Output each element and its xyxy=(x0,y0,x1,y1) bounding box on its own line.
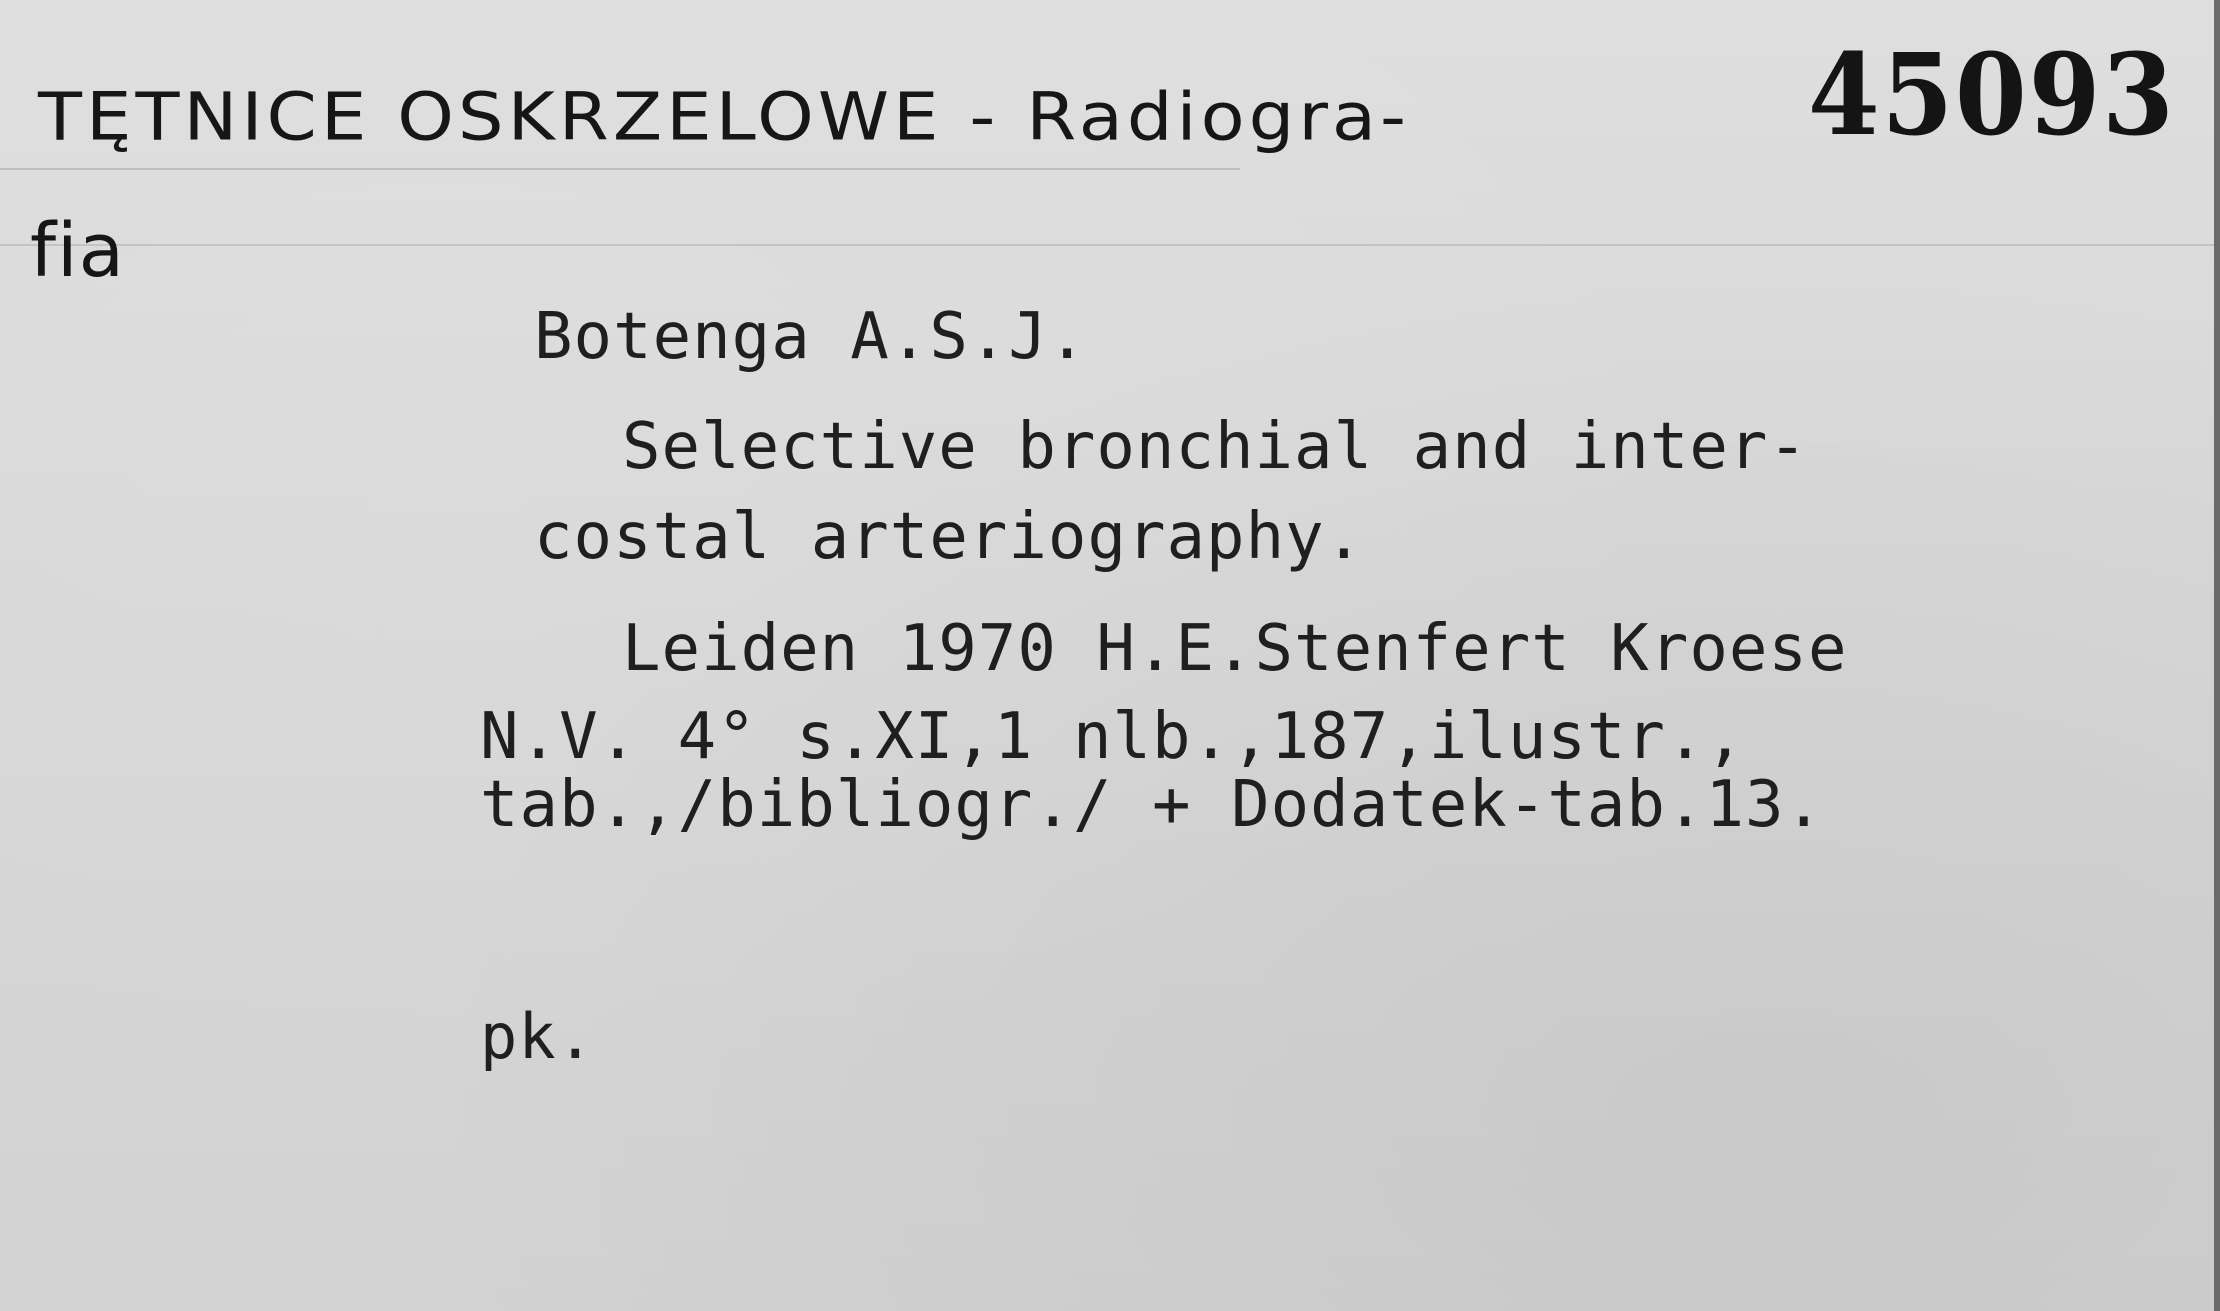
card-edge xyxy=(2214,0,2220,1311)
publication-line: Leiden 1970 H.E.Stenfert Kroese xyxy=(622,612,1848,686)
cataloger-initials: pk. xyxy=(480,1000,595,1073)
author: Botenga A.S.J. xyxy=(534,300,1088,374)
subject-heading: TĘTNICE OSKRZELOWE - Radiogra- xyxy=(38,78,1411,156)
subject-heading-continuation: fia xyxy=(30,208,125,294)
title-line: Selective bronchial and inter- xyxy=(622,410,1808,484)
ruled-line xyxy=(0,244,2220,246)
title-line: costal arteriography. xyxy=(534,500,1365,574)
publication-line: tab.,/bibliogr./ + Dodatek-tab.13. xyxy=(480,768,1825,842)
ruled-line xyxy=(0,168,1240,170)
publication-line: N.V. 4° s.XI,1 nlb.,187,ilustr., xyxy=(480,700,1745,774)
catalog-number: 45093 xyxy=(1808,30,2176,161)
